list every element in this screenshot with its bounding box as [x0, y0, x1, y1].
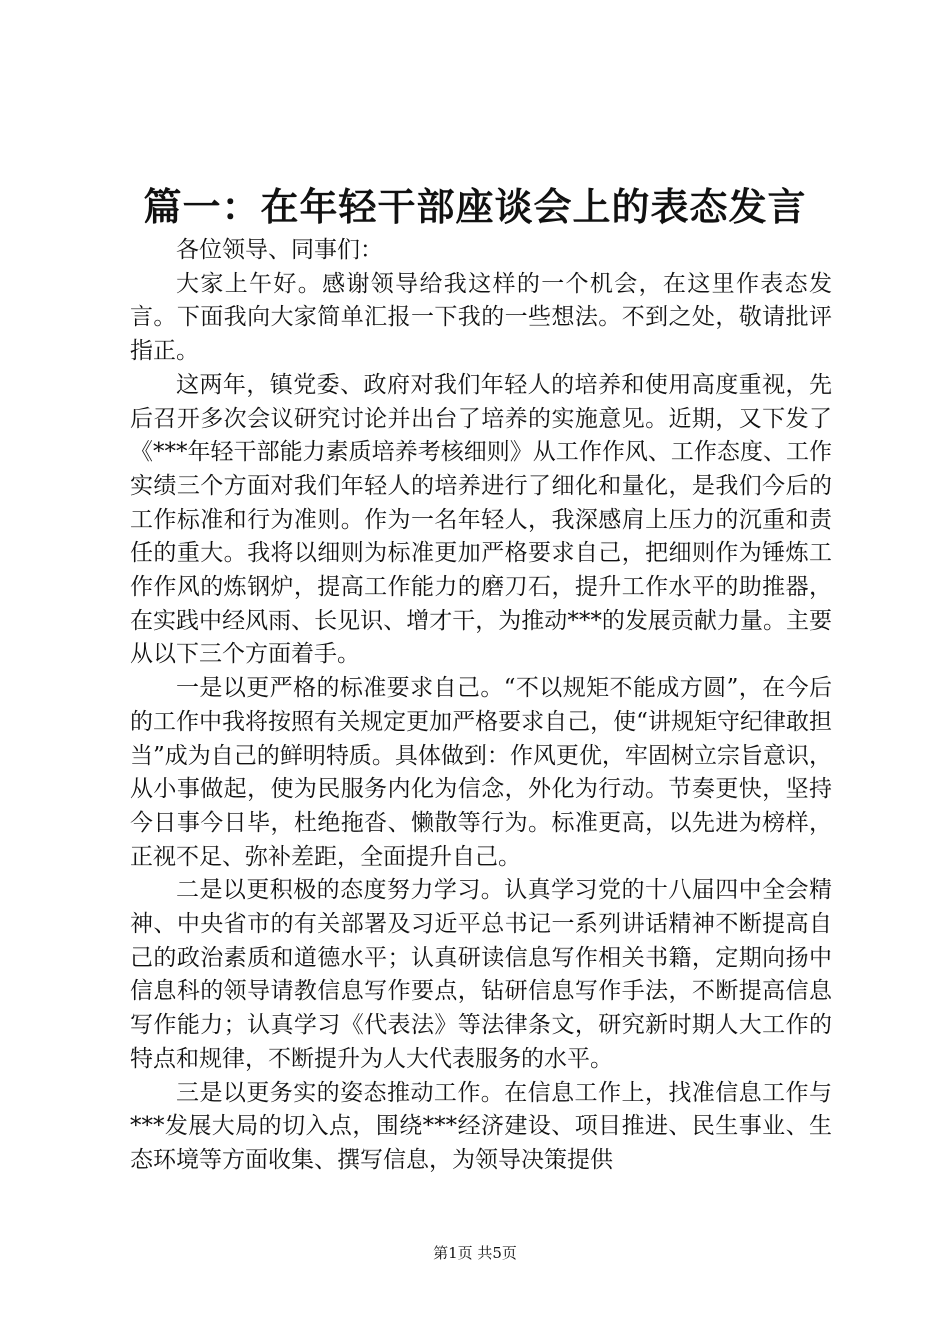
point-one-paragraph: 一是以更严格的标准要求自己。“不以规矩不能成方圆”，在今后的工作中我将按照有关规定更加严格要求自己，使“讲规矩守纪律敢担当”成为自己的鲜明特质。具体做到：作风更优，牢固树立宗旨意识，从小事做起，使为民服务内化为信念，外化为行动。节奏更快，坚持今日事今日毕，杜绝拖沓、懒散等行为。标准更高，以先进为榜样，正视不足、弥补差距，全面提升自己。 — [130, 675, 832, 870]
background-paragraph: 这两年，镇党委、政府对我们年轻人的培养和使用高度重视，先后召开多次会议研究讨论并出台了培养的实施意见。近期，又下发了《***年轻干部能力素质培养考核细则》从工作作风、工作态度、工作实绩三个方面对我们年轻人的培养进行了细化和量化，是我们今后的工作标准和行为准则。作为一名年轻人，我深感肩上压力的沉重和责任的重大。我将以细则为标准更加严格要求自己，把细则作为锤炼工作作风的炼钢炉，提高工作能力的磨刀石，提升工作水平的助推器，在实践中经风雨、长见识、增才干，为推动***的发展贡献力量。主要从以下三个方面着手。 — [130, 371, 832, 668]
document-title: 篇一：在年轻干部座谈会上的表态发言 — [143, 184, 807, 229]
document-body — [130, 234, 832, 1178]
page-number-footer: 第1页 共5页 — [433, 1244, 517, 1262]
point-two-paragraph: 二是以更积极的态度努力学习。认真学习党的十八届四中全会精神、中央省市的有关部署及习近平总书记一系列讲话精神不断提高自己的政治素质和道德水平；认真研读信息写作相关书籍，定期向扬中信息科的领导请教信息写作要点，钻研信息写作手法，不断提高信息写作能力；认真学习《代表法》等法律条文，研究新时期人大工作的特点和规律，不断提升为人大代表服务的水平。 — [130, 877, 832, 1072]
greeting-paragraph: 各位领导、同事们： — [176, 237, 383, 263]
point-three-paragraph: 三是以更务实的姿态推动工作。在信息工作上，找准信息工作与***发展大局的切入点，围绕***经济建设、项目推进、民生事业、生态环境等方面收集、撰写信息，为领导决策提供 — [130, 1079, 832, 1173]
opening-paragraph: 大家上午好。感谢领导给我这样的一个机会，在这里作表态发言。下面我向大家简单汇报一下我的一些想法。不到之处，敬请批评指正。 — [130, 270, 832, 365]
